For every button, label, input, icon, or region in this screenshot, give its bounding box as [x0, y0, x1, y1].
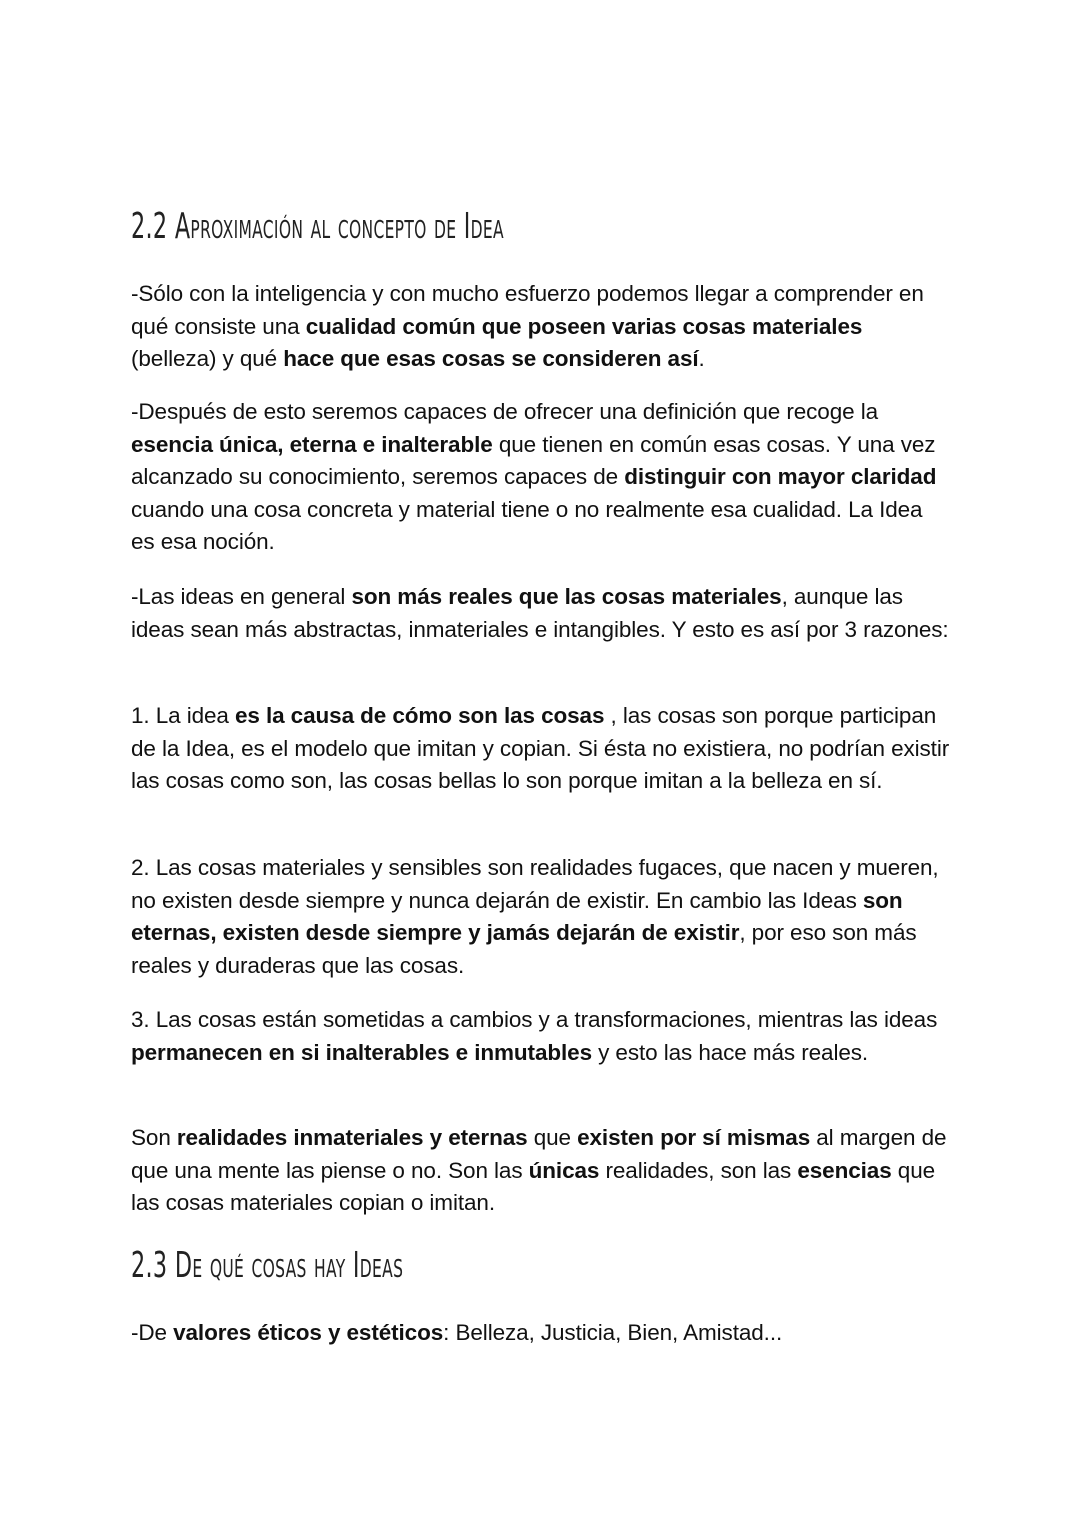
- list-item-reason-3: [131, 1004, 951, 1069]
- section-heading-2-2: 2.2 Aproximación al concepto de Idea: [131, 206, 504, 247]
- text: -Las ideas en general: [131, 584, 352, 609]
- text: -De: [131, 1320, 174, 1345]
- text: que tienen en común esas cosas. Y una vez alcanzado su conocimiento, seremos capaces de: [131, 431, 936, 489]
- list-item-reason-1: [131, 700, 951, 798]
- text: -Después de esto seremos capaces de ofrecer una definición que recoge la: [131, 399, 879, 424]
- text: que: [527, 1125, 578, 1150]
- text: y esto las hace más reales.: [591, 1039, 869, 1065]
- text: , las cosas son porque participan de la Idea, es el modelo que imitan y copian. Si ésta no existiera, no podrían existir las cosas como son, las cosas bellas lo son porque imitan a la belleza en sí.: [131, 703, 950, 793]
- bold-text: es la causa de cómo son las cosas: [234, 703, 605, 728]
- list-item-reason-2: [131, 852, 951, 982]
- bold-text: son eternas, existen desde siempre y jamás dejarán de existir: [131, 887, 903, 945]
- paragraph-summary: [131, 1122, 951, 1220]
- bold-text: cualidad común que poseen varias cosas materiales: [305, 313, 863, 339]
- paragraph: [131, 396, 951, 559]
- text: : Belleza, Justicia, Bien, Amistad...: [443, 1320, 783, 1345]
- paragraph: [131, 278, 951, 376]
- bold-text: existen por sí mismas: [577, 1125, 811, 1150]
- bold-text: son más reales que las cosas materiales: [351, 584, 782, 609]
- bold-text: realidades inmateriales y eternas: [176, 1125, 528, 1150]
- section-heading-2-3: 2.3 De qué cosas hay Ideas: [131, 1245, 404, 1286]
- text: -Sólo con la inteligencia y con mucho esfuerzo podemos llegar a comprender en qué consiste una: [131, 281, 924, 339]
- bold-text: hace que esas cosas se consideren así: [283, 346, 699, 371]
- text: Son: [131, 1125, 177, 1150]
- text: .: [698, 346, 705, 371]
- bold-text: esencias: [797, 1157, 892, 1183]
- paragraph: [131, 581, 951, 646]
- text: 2. Las cosas materiales y sensibles son realidades fugaces, que nacen y mueren, no existen desde siempre y nunca dejarán de existir. En cambio las Ideas: [131, 855, 939, 913]
- bold-text: esencia única, eterna e inalterable: [131, 431, 493, 457]
- bold-text: distinguir con mayor claridad: [624, 464, 937, 489]
- text: 1. La idea: [131, 703, 235, 728]
- text: , por eso son más reales y duraderas que las cosas.: [131, 920, 917, 978]
- bold-text: permanecen en si inalterables e inmutables: [131, 1039, 592, 1065]
- text: que las cosas materiales copian o imitan.: [131, 1157, 936, 1215]
- text: , aunque las ideas sean más abstractas, inmateriales e intangibles. Y esto es así por 3 razones:: [131, 584, 949, 642]
- text: 3. Las cosas están sometidas a cambios y a transformaciones, mientras las ideas: [131, 1007, 938, 1032]
- bold-text: valores éticos y estéticos: [173, 1320, 444, 1345]
- text: al margen de que una mente las piense o no. Son las: [131, 1125, 947, 1183]
- text: cuando una cosa concreta y material tiene o no realmente esa cualidad. La Idea es esa noción.: [131, 496, 923, 554]
- bold-text: únicas: [528, 1157, 600, 1183]
- text: realidades, son las: [599, 1157, 798, 1183]
- text: (belleza) y qué: [131, 346, 284, 371]
- paragraph: [131, 1317, 951, 1350]
